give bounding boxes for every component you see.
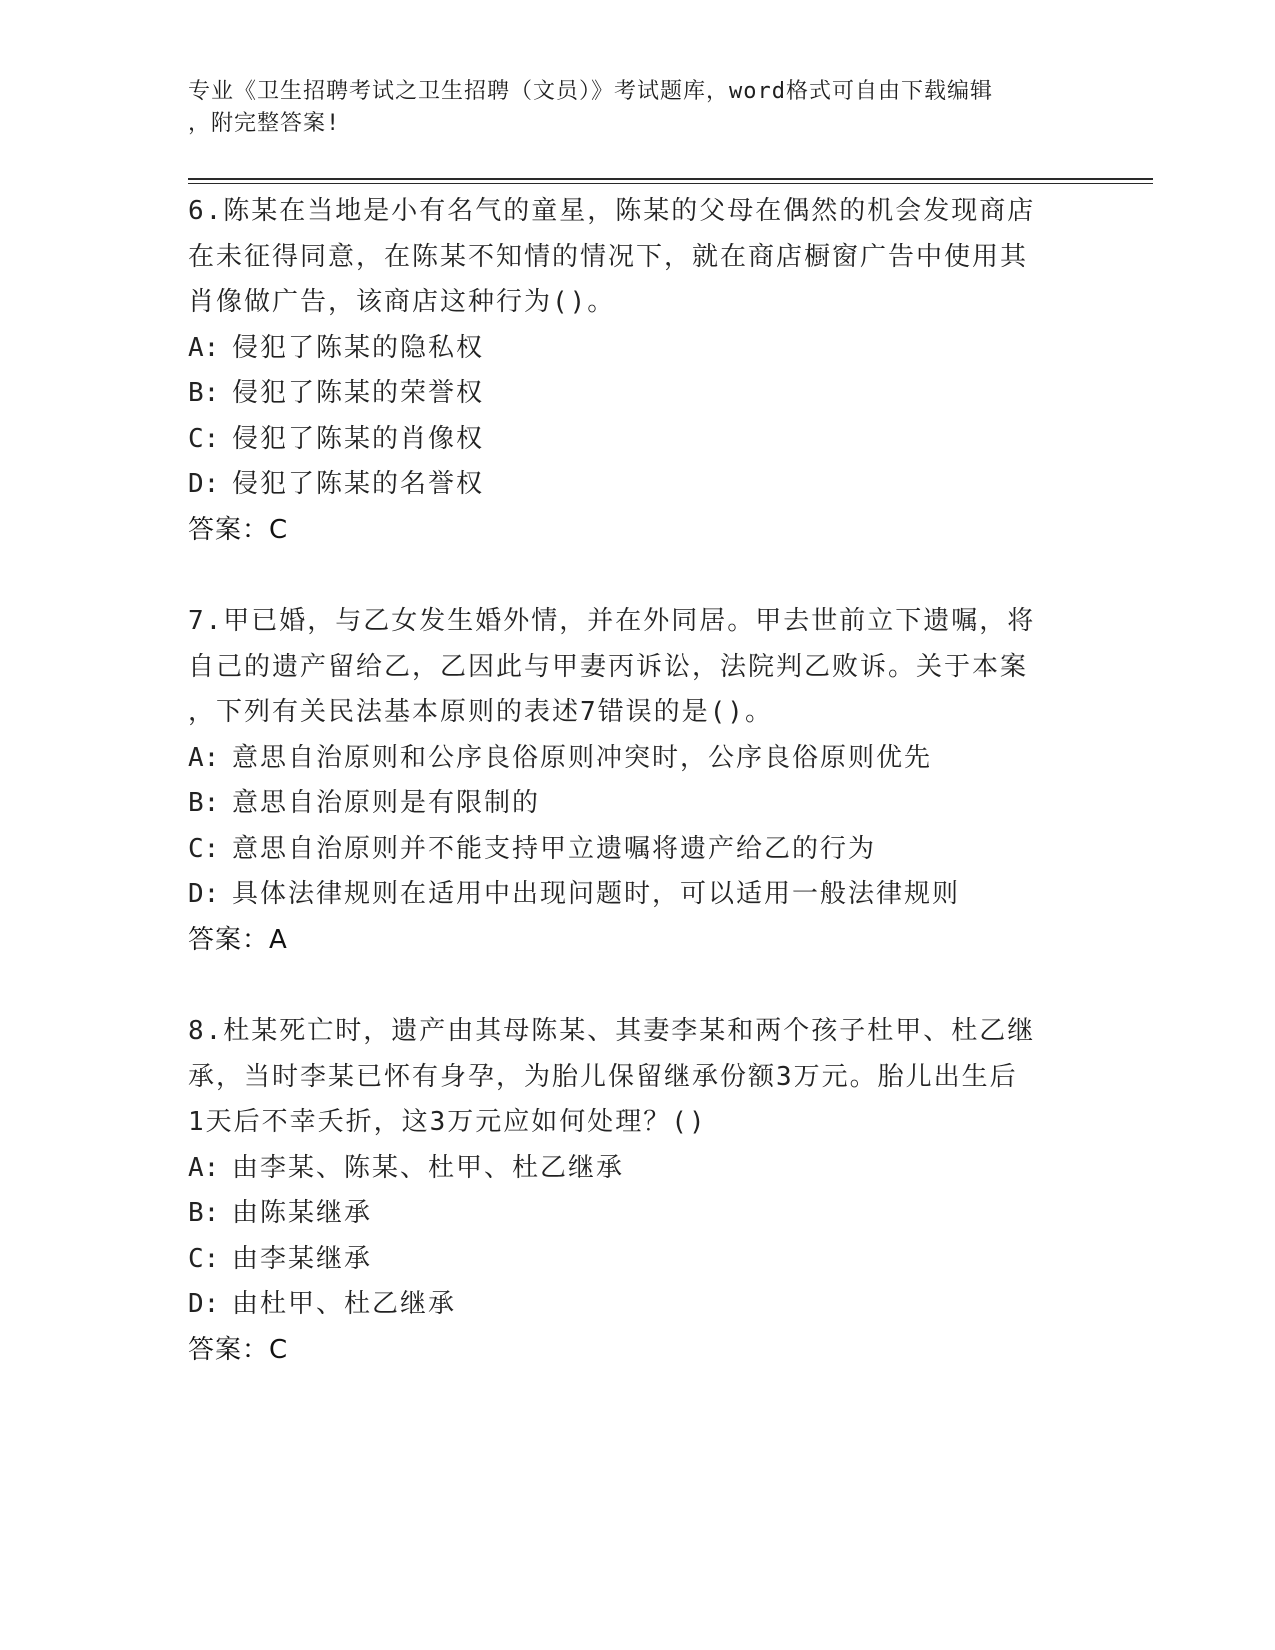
option-d bbox=[188, 1282, 1088, 1328]
option-text: 由陈某继承 bbox=[232, 1198, 373, 1228]
option-key: B: bbox=[188, 378, 220, 408]
option-key: D: bbox=[188, 469, 220, 499]
question-stem-line: 自己的遗产留给乙，乙因此与甲妻丙诉讼，法院判乙败诉。关于本案 bbox=[188, 651, 1029, 682]
document-header bbox=[188, 76, 1068, 140]
option-text: 意思自治原则并不能支持甲立遗嘱将遗产给乙的行为 bbox=[232, 833, 877, 864]
option-c bbox=[188, 417, 1088, 463]
answer-line: 答案：A bbox=[188, 924, 288, 955]
option-b bbox=[188, 781, 1088, 827]
option-text: 侵犯了陈某的名誉权 bbox=[232, 469, 485, 499]
answer-line: 答案：C bbox=[188, 514, 289, 545]
option-d bbox=[188, 872, 1088, 918]
question-stem-line: 1天后不幸夭折，这3万元应如何处理？() bbox=[188, 1107, 707, 1137]
option-text: 意思自治原则和公序良俗原则冲突时，公序良俗原则优先 bbox=[232, 742, 933, 773]
option-text: 侵犯了陈某的肖像权 bbox=[232, 423, 485, 454]
option-a bbox=[188, 326, 1088, 372]
question-stem-line: 在未征得同意，在陈某不知情的情况下，就在商店橱窗广告中使用其 bbox=[188, 241, 1029, 272]
option-text: 具体法律规则在适用中出现问题时，可以适用一般法律规则 bbox=[232, 879, 961, 909]
option-text: 侵犯了陈某的荣誉权 bbox=[232, 378, 485, 408]
option-key: C: bbox=[188, 833, 220, 864]
option-key: B: bbox=[188, 1198, 220, 1228]
option-key: B: bbox=[188, 788, 220, 818]
option-c bbox=[188, 827, 1088, 873]
option-b bbox=[188, 1191, 1088, 1237]
option-key: D: bbox=[188, 879, 220, 909]
option-key: C: bbox=[188, 1243, 220, 1274]
option-b bbox=[188, 371, 1088, 417]
question-8 bbox=[188, 1009, 1088, 1373]
option-key: A: bbox=[188, 1152, 220, 1183]
option-a bbox=[188, 1146, 1088, 1192]
option-d bbox=[188, 462, 1088, 508]
question-stem-line: 8.杜某死亡时，遗产由其母陈某、其妻李某和两个孩子杜甲、杜乙继 bbox=[188, 1016, 1036, 1046]
option-key: D: bbox=[188, 1289, 220, 1319]
option-text: 由杜甲、杜乙继承 bbox=[232, 1289, 457, 1319]
option-key: A: bbox=[188, 742, 220, 773]
option-key: A: bbox=[188, 332, 220, 363]
question-stem-line: 6.陈某在当地是小有名气的童星，陈某的父母在偶然的机会发现商店 bbox=[188, 196, 1036, 226]
option-c bbox=[188, 1237, 1088, 1283]
option-text: 由李某、陈某、杜甲、杜乙继承 bbox=[232, 1152, 625, 1183]
header-line-2: ，附完整答案! bbox=[188, 111, 341, 136]
header-divider-thick bbox=[188, 178, 1153, 180]
header-divider-thin bbox=[188, 183, 1153, 184]
question-stem-line: 承，当时李某已怀有身孕，为胎儿保留继承份额3万元。胎儿出生后 bbox=[188, 1061, 1018, 1092]
answer-line: 答案：C bbox=[188, 1334, 289, 1365]
option-key: C: bbox=[188, 423, 220, 454]
header-line-1: 专业《卫生招聘考试之卫生招聘（文员）》考试题库，word格式可自由下载编辑 bbox=[188, 79, 993, 104]
option-text: 由李某继承 bbox=[232, 1243, 373, 1274]
question-stem-line: ，下列有关民法基本原则的表述7错误的是()。 bbox=[188, 697, 773, 727]
option-a bbox=[188, 736, 1088, 782]
question-7 bbox=[188, 599, 1088, 963]
question-stem-line: 7.甲已婚，与乙女发生婚外情，并在外同居。甲去世前立下遗嘱，将 bbox=[188, 606, 1036, 636]
question-6 bbox=[188, 189, 1088, 553]
option-text: 意思自治原则是有限制的 bbox=[232, 788, 541, 818]
question-stem-line: 肖像做广告，该商店这种行为()。 bbox=[188, 287, 616, 317]
option-text: 侵犯了陈某的隐私权 bbox=[232, 332, 485, 363]
